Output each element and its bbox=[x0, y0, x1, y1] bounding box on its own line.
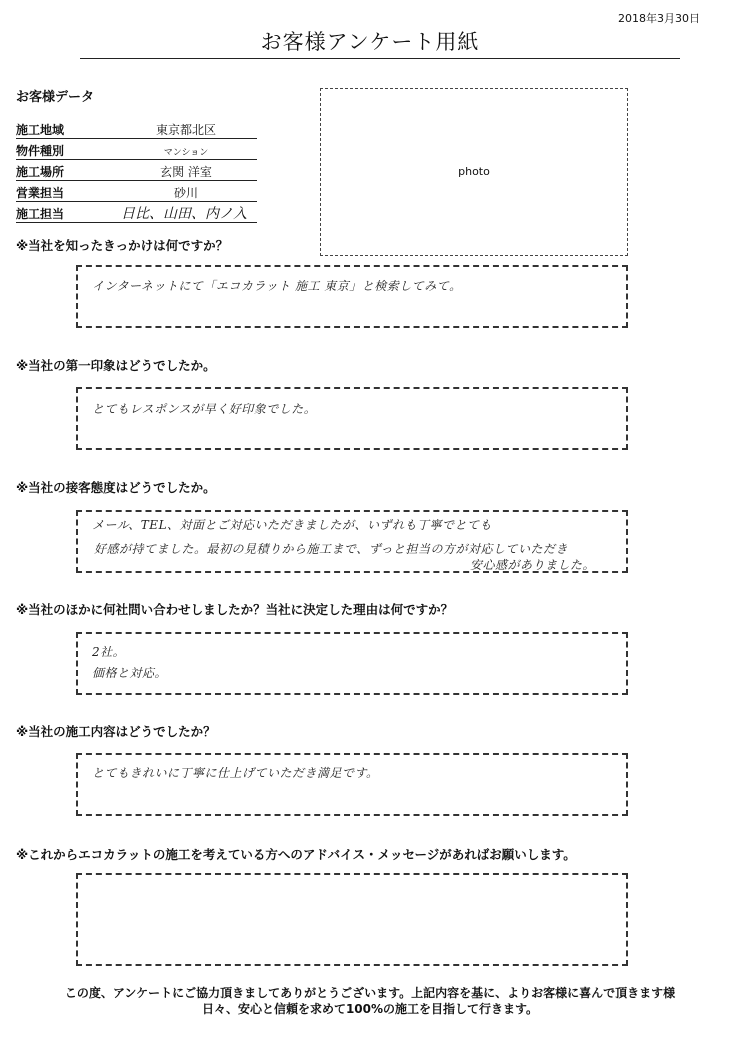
question-2: ※当社の第一印象はどうでしたか。 bbox=[16, 358, 216, 373]
answer-1-line-1: インターネットにて「エコカラット 施工 東京」と検索してみて。 bbox=[92, 279, 462, 293]
field-label: 営業担当 bbox=[16, 186, 65, 200]
field-construction-location bbox=[16, 160, 257, 181]
answer-4-line-1: 2社。 bbox=[92, 645, 126, 659]
footer-line-1: この度、アンケートにご協力頂きましてありがとうございます。上記内容を基に、よりお客様に喜んで頂きます様 bbox=[64, 986, 676, 1000]
field-value: 日比、山田、内ノ入 bbox=[121, 206, 247, 222]
field-label: 施工場所 bbox=[16, 165, 65, 179]
page-title: お客様アンケート用紙 bbox=[260, 30, 480, 54]
field-label: 物件種別 bbox=[16, 144, 65, 158]
answer-4-line-2: 価格と対応。 bbox=[92, 666, 168, 680]
answer-box-5 bbox=[76, 753, 628, 816]
field-value: 玄関 洋室 bbox=[160, 165, 212, 179]
field-value: マンション bbox=[163, 148, 209, 158]
answer-3-line-3: 安心感がありました。 bbox=[470, 558, 596, 572]
field-label: 施工地域 bbox=[16, 123, 65, 137]
question-1: ※当社を知ったきっかけは何ですか？ bbox=[16, 238, 229, 253]
answer-box-6 bbox=[76, 873, 628, 966]
question-3: ※当社の接客態度はどうでしたか。 bbox=[16, 480, 216, 495]
customer-data-heading: お客様データ bbox=[16, 90, 95, 105]
title-underline bbox=[80, 58, 680, 59]
footer-line-2: 日々、安心と信頼を求めて100%の施工を目指して行きます。 bbox=[201, 1002, 539, 1016]
answer-box-2 bbox=[76, 387, 628, 450]
field-construction-staff bbox=[16, 202, 257, 223]
question-4: ※当社のほかに何社問い合わせしましたか？当社に決定した理由は何ですか？ bbox=[16, 602, 454, 617]
question-6: ※これからエコカラットの施工を考えている方へのアドバイス・メッセージがあればお願いします。 bbox=[16, 847, 576, 862]
field-construction-area bbox=[16, 118, 257, 139]
answer-2-line-1: とてもレスポンスが早く好印象でした。 bbox=[92, 402, 317, 416]
field-value: 砂川 bbox=[173, 186, 198, 200]
answer-box-1 bbox=[76, 265, 628, 328]
question-5: ※当社の施工内容はどうでしたか？ bbox=[16, 724, 216, 739]
field-property-type bbox=[16, 139, 257, 160]
answer-5-line-1: とてもきれいに丁寧に仕上げていただき満足です。 bbox=[92, 766, 379, 780]
answer-3-line-2: 好感が持てました。最初の見積りから施工まで、ずっと担当の方が対応していただき bbox=[94, 542, 569, 556]
survey-date: 2018年3月30日 bbox=[618, 12, 700, 25]
photo-placeholder bbox=[320, 88, 628, 256]
field-label: 施工担当 bbox=[16, 207, 65, 221]
field-value: 東京都北区 bbox=[155, 123, 216, 137]
answer-3-line-1: メール、TEL、対面とご対応いただきましたが、いずれも丁寧でとても bbox=[92, 518, 493, 532]
photo-label: photo bbox=[458, 165, 490, 178]
field-sales-rep bbox=[16, 181, 257, 202]
